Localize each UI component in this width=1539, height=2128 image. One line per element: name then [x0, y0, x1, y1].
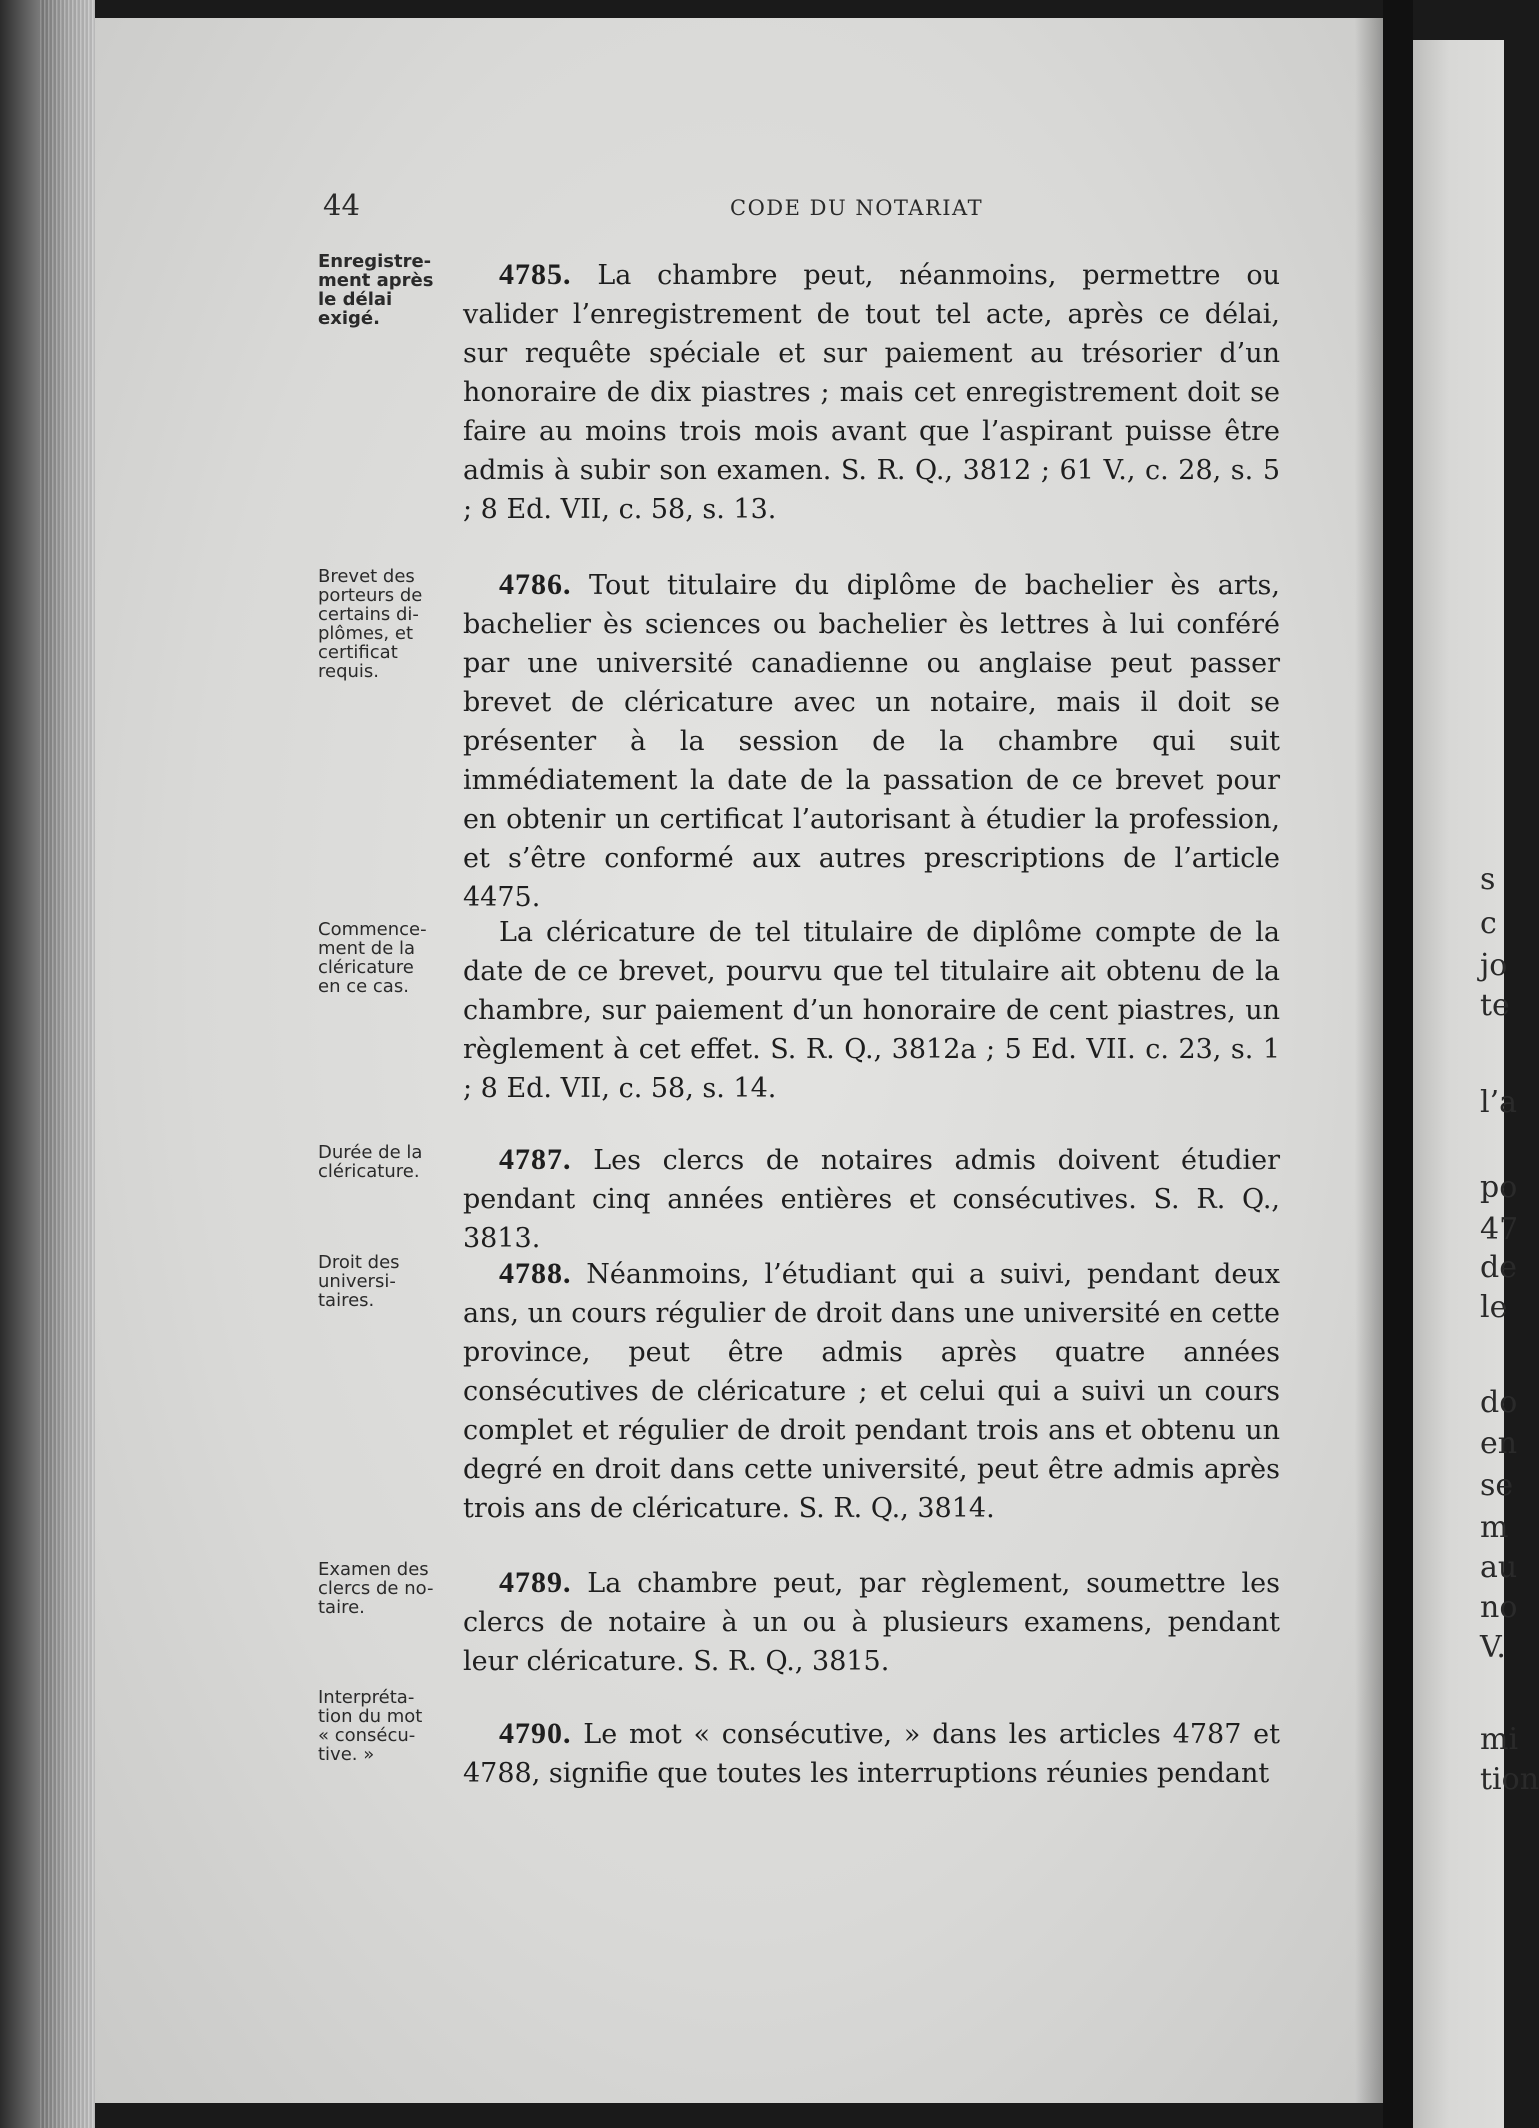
facing-page-fragment: m [1480, 1510, 1509, 1545]
article-text: Néanmoins, l’étudiant qui a suivi, pendant deux ans, un cours régulier de droit dans une université en cette province, peut être admis après quatre années consécutives de cléricature ; et celui qui a suivi un cours complet et régulier de droit pendant trois ans et obtenu un degré en droit dans cette université, peut être admis après trois ans de cléricature. S. R. Q., 3814. [463, 1259, 1280, 1524]
page-number: 44 [323, 188, 360, 222]
article-number: 4787. [499, 1143, 572, 1176]
facing-page-fragment: au [1480, 1550, 1518, 1585]
article-4788 [463, 1254, 1280, 1528]
article-4786 [463, 565, 1280, 917]
facing-page-fragment: jo [1480, 948, 1508, 983]
page-stack-lines [40, 0, 95, 2128]
article-number: 4790. [499, 1717, 572, 1750]
facing-page-fragment: en [1480, 1426, 1518, 1461]
article-text: La chambre peut, néanmoins, permettre ou valider l’enregistrement de tout tel acte, après ce délai, sur requête spéciale et sur paiement au trésorier d’un honoraire de dix piastres ; mais cet enregistrement doit se faire au moins trois mois avant que l’aspirant puisse être admis à subir son examen. S. R. Q., 3812 ; 61 V., c. 28, s. 5 ; 8 Ed. VII, c. 58, s. 13. [463, 260, 1280, 525]
sidenote: Durée de la cléricature. [318, 1142, 423, 1182]
article-text: Les clercs de notaires admis doivent étudier pendant cinq années entières et consécutives. S. R. Q., 3813. [463, 1145, 1280, 1254]
facing-page-fragment: tion [1480, 1762, 1539, 1797]
facing-page [1413, 40, 1504, 2128]
article-4787 [463, 1140, 1280, 1258]
facing-page-fragment: de [1480, 1250, 1517, 1285]
article-text: La chambre peut, par règlement, soumettre les clercs de notaire à un ou à plusieurs examens, pendant leur cléricature. S. R. Q., 3815. [463, 1568, 1280, 1677]
sidenote: Examen des clercs de no- taire. [318, 1559, 434, 1618]
article-4790 [463, 1714, 1280, 1793]
facing-page-fragment: te [1480, 988, 1510, 1023]
book-gutter [1383, 0, 1413, 2128]
facing-page-fragment: no [1480, 1590, 1518, 1625]
facing-page-fragment: V. [1480, 1630, 1506, 1665]
article-number: 4786. [499, 568, 572, 601]
article-text: Le mot « consécutive, » dans les articles 4787 et 4788, signifie que toutes les interruptions réunies pendant [463, 1719, 1280, 1789]
facing-page-fragment: le [1480, 1290, 1508, 1325]
facing-page-fragment: po [1480, 1170, 1518, 1205]
article-number: 4785. [499, 258, 572, 291]
article-text: Tout titulaire du diplôme de bachelier ès arts, bachelier ès sciences ou bachelier ès lettres à lui conféré par une université canadienne ou anglaise peut passer brevet de cléricature avec un notaire, mais il doit se présenter à la session de la chambre qui suit immédiatement la date de la passation de ce brevet pour en obtenir un certificat l’autorisant à étudier la profession, et s’être conformé aux autres prescriptions de l’article 4475. [463, 570, 1280, 913]
sidenote: Droit des universi- taires. [318, 1252, 400, 1311]
facing-page-fragment: 47 [1480, 1212, 1519, 1247]
article-number: 4788. [499, 1257, 572, 1290]
article-text: La cléricature de tel titulaire de diplôme compte de la date de ce brevet, pourvu que tel titulaire ait obtenu de la chambre, sur paiement d’un honoraire de cent piastres, un règlement à cet effet. S. R. Q., 3812a ; 5 Ed. VII. c. 23, s. 1 ; 8 Ed. VII, c. 58, s. 14. [463, 917, 1280, 1104]
sidenote: Interpréta- tion du mot « consécu- tive. » [318, 1687, 423, 1765]
facing-page-fragment: s [1480, 862, 1496, 897]
running-head: CODE DU NOTARIAT [730, 196, 984, 220]
sidenote: Enregistre- ment après le délai exigé. [318, 251, 434, 329]
article-number: 4789. [499, 1566, 572, 1599]
sidenote: Commence- ment de la cléricature en ce cas. [318, 919, 427, 997]
article-4789 [463, 1563, 1280, 1681]
facing-page-fragment: se [1480, 1468, 1514, 1503]
sidenote: Brevet des porteurs de certains di- plômes, et certificat requis. [318, 566, 423, 682]
article-4786-paragraph-2 [463, 913, 1280, 1108]
facing-page-fragment: l’a [1480, 1085, 1518, 1120]
article-4785 [463, 255, 1280, 529]
facing-page-fragment: c [1480, 906, 1497, 941]
facing-page-fragment: mi [1480, 1722, 1519, 1757]
facing-page-fragment: do [1480, 1385, 1518, 1420]
